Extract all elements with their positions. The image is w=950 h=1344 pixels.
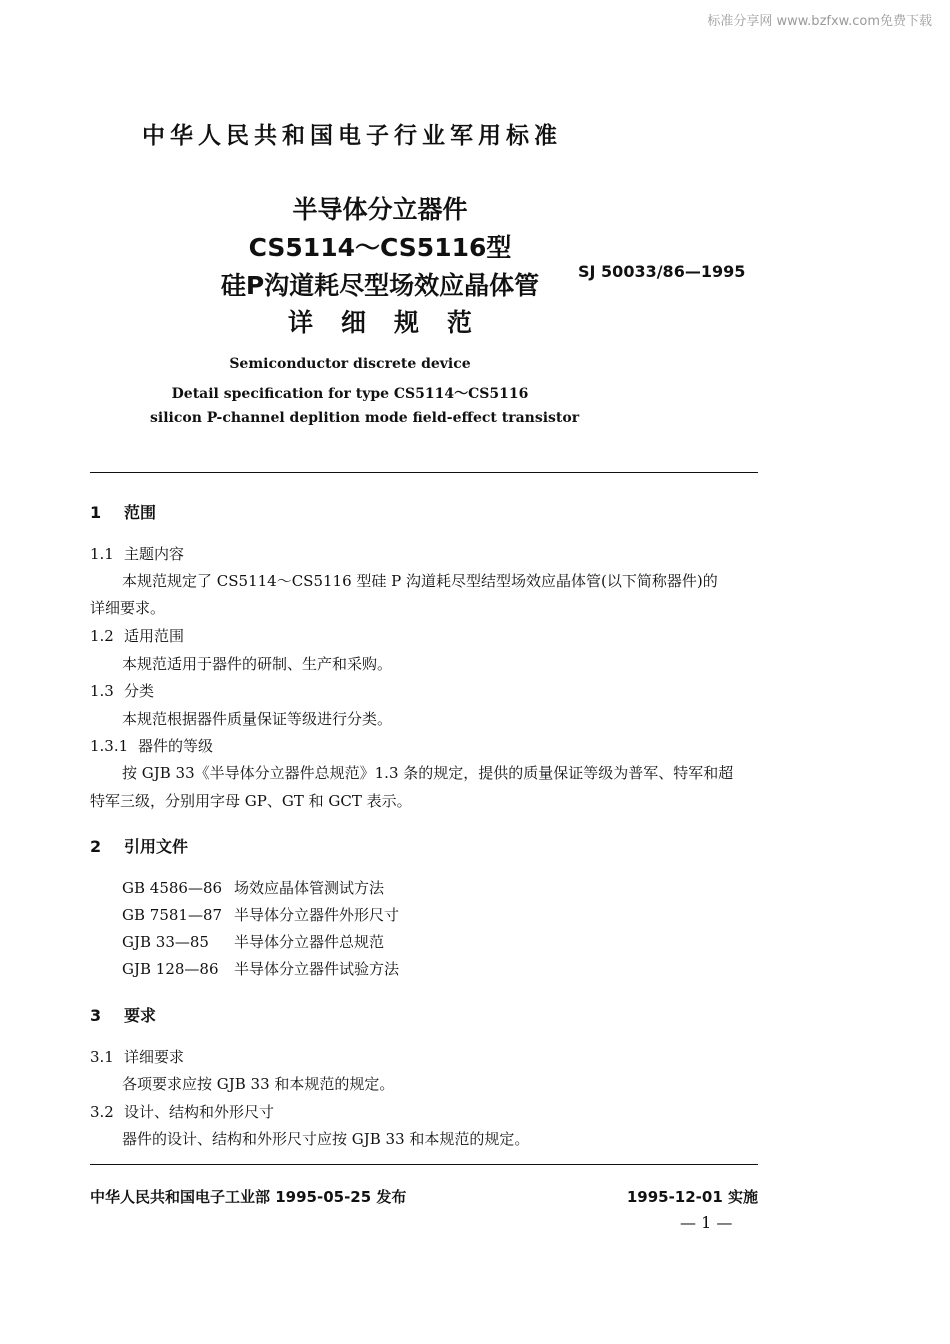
section-number: 1.3 xyxy=(90,682,114,700)
title-en-line-2: Detail specification for type CS5114～CS5116 xyxy=(171,386,529,402)
section-title: 器件的等级 xyxy=(138,737,214,755)
reference-title: 半导体分立器件总规范 xyxy=(234,933,385,951)
reference-item xyxy=(122,958,399,979)
title-en-line-1: Semiconductor discrete device xyxy=(229,356,471,372)
reference-title: 场效应晶体管测试方法 xyxy=(234,879,385,897)
section-1-3-1-text-2: 特军三级，分别用字母 GP、GT 和 GCT 表示。 xyxy=(90,792,412,810)
title-cn-line-3: 硅P沟道耗尽型场效应晶体管 xyxy=(220,271,540,300)
section-number: 3.1 xyxy=(90,1048,114,1066)
standard-number: SJ 50033/86—1995 xyxy=(578,262,746,281)
bottom-divider xyxy=(90,1164,758,1165)
section-3-2-text: 器件的设计、结构和外形尺寸应按 GJB 33 和本规范的规定。 xyxy=(122,1130,530,1148)
section-1-3-1-text-1: 按 GJB 33《半导体分立器件总规范》1.3 条的规定，提供的质量保证等级为普军、特军和超 xyxy=(122,764,734,782)
title-en-line-3: silicon P-channel deplition mode field-effect transistor xyxy=(150,410,580,426)
section-number: 2 xyxy=(90,837,102,856)
section-number: 1.2 xyxy=(90,627,114,645)
section-1-2-heading xyxy=(90,625,184,646)
reference-title: 半导体分立器件外形尺寸 xyxy=(234,906,400,924)
title-cn-line-1: 半导体分立器件 xyxy=(292,195,468,224)
section-title: 范围 xyxy=(124,503,157,522)
title-cn-line-4: 详细规范 xyxy=(287,308,500,337)
section-number: 3 xyxy=(90,1006,102,1025)
section-1-3-text: 本规范根据器件质量保证等级进行分类。 xyxy=(122,710,393,728)
industry-standard-title: 中华人民共和国电子行业军用标准 xyxy=(142,123,562,149)
section-3-1-heading xyxy=(90,1046,184,1067)
section-3-1-text: 各项要求应按 GJB 33 和本规范的规定。 xyxy=(122,1075,395,1093)
section-title: 要求 xyxy=(124,1006,157,1025)
section-number: 1.1 xyxy=(90,545,114,563)
issue-statement: 中华人民共和国电子工业部 1995-05-25 发布 xyxy=(90,1188,407,1206)
watermark: 标准分享网 www.bzfxw.com免费下载 xyxy=(707,14,932,29)
section-title: 主题内容 xyxy=(124,545,185,563)
section-number: 1 xyxy=(90,503,102,522)
reference-code: GJB 128—86 xyxy=(122,960,219,978)
reference-code: GB 7581—87 xyxy=(122,906,223,924)
effective-date: 1995-12-01 实施 xyxy=(626,1188,758,1206)
title-cn-line-2: CS5114～CS5116型 xyxy=(248,233,512,262)
top-divider xyxy=(90,472,758,473)
section-title: 适用范围 xyxy=(124,627,185,645)
section-title: 详细要求 xyxy=(124,1048,185,1066)
section-1-3-heading xyxy=(90,680,154,701)
reference-item xyxy=(122,877,384,898)
reference-item xyxy=(122,931,384,952)
section-1-2-text: 本规范适用于器件的研制、生产和采购。 xyxy=(122,655,393,673)
reference-code: GJB 33—85 xyxy=(122,933,209,951)
reference-code: GB 4586—86 xyxy=(122,879,223,897)
section-1-3-1-heading xyxy=(90,735,213,756)
section-1-1-text-2: 详细要求。 xyxy=(90,599,166,617)
section-number: 3.2 xyxy=(90,1103,114,1121)
section-1-1-text-1: 本规范规定了 CS5114～CS5116 型硅 P 沟道耗尽型结型场效应晶体管(以下简称器件)的 xyxy=(122,572,718,590)
section-3-heading xyxy=(90,1003,156,1026)
section-2-heading xyxy=(90,834,188,857)
section-1-1-heading xyxy=(90,543,184,564)
section-title: 设计、结构和外形尺寸 xyxy=(124,1103,275,1121)
page-number: — 1 — xyxy=(680,1213,733,1232)
section-title: 分类 xyxy=(124,682,155,700)
section-1-heading xyxy=(90,500,156,523)
section-number: 1.3.1 xyxy=(90,737,129,755)
reference-item xyxy=(122,904,399,925)
reference-title: 半导体分立器件试验方法 xyxy=(234,960,400,978)
section-title: 引用文件 xyxy=(124,837,189,856)
section-3-2-heading xyxy=(90,1101,274,1122)
